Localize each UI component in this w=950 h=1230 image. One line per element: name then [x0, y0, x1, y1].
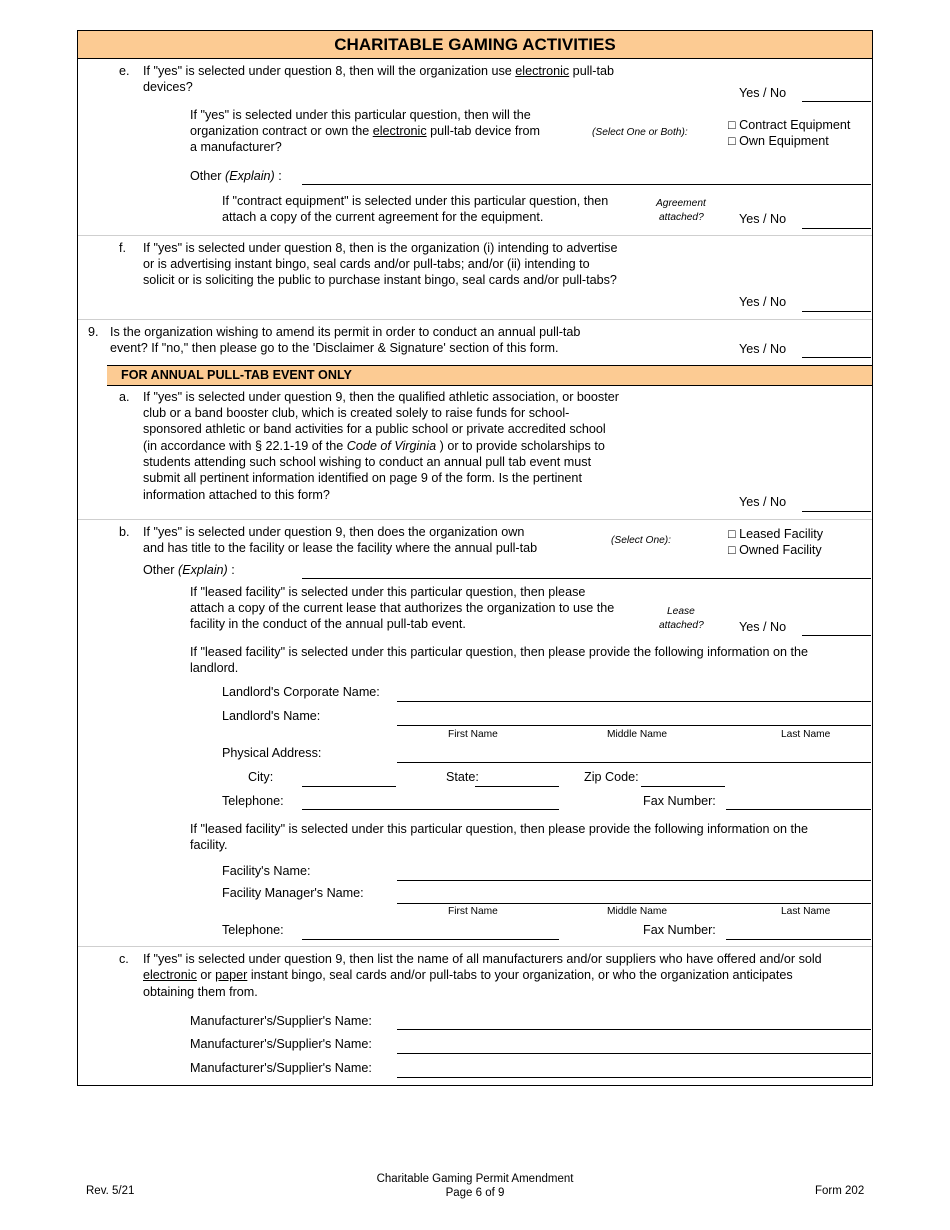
facility-name-label: Facility's Name: [222, 864, 311, 878]
supplier-label-3: Manufacturer's/Supplier's Name: [190, 1061, 372, 1075]
item-e-line2: devices? [143, 80, 193, 94]
item-e-sub-line1: If "yes" is selected under this particular question, then will the [190, 108, 531, 122]
landlord-name-label: Landlord's Name: [222, 709, 321, 723]
zip-field[interactable] [641, 786, 725, 787]
item-e-sub-line2: organization contract or own the electronic pull-tab device from [190, 124, 541, 138]
owned-facility-checkbox[interactable]: □ Owned Facility [728, 543, 822, 557]
supplier-field-2[interactable] [397, 1053, 871, 1054]
state-label: State: [446, 770, 479, 784]
annual-event-header: FOR ANNUAL PULL-TAB EVENT ONLY [107, 365, 872, 386]
item-a-line5: students attending such school wishing to conduct an annual pull tab event must [143, 455, 592, 469]
item-f-answer-line[interactable] [802, 311, 871, 312]
facility-fax-field[interactable] [726, 939, 871, 940]
lease-line1: If "leased facility" is selected under this particular question, then please [190, 585, 586, 599]
q9-line1: Is the organization wishing to amend its permit in order to conduct an annual pull-tab [110, 325, 581, 339]
lease-line2: attach a copy of the current lease that authorizes the organization to use the [190, 601, 615, 615]
landlord-last-name: Last Name [781, 729, 831, 740]
contract-equipment-checkbox[interactable]: □ Contract Equipment [728, 118, 851, 132]
supplier-label-2: Manufacturer's/Supplier's Name: [190, 1037, 372, 1051]
landlord-fax-label: Fax Number: [643, 794, 716, 808]
item-a-line6: submit all pertinent information identified on page 9 of the form. Is the pertinent [143, 471, 582, 485]
landlord-intro-1: If "leased facility" is selected under this particular question, then please provide the following information on the [190, 645, 808, 659]
q9-yes-no: Yes / No [739, 342, 787, 356]
separator [78, 519, 872, 520]
item-f-letter: f. [119, 241, 126, 255]
item-e-sub-line3: a manufacturer? [190, 140, 282, 154]
manager-first-name: First Name [448, 906, 498, 917]
zip-label: Zip Code: [584, 770, 639, 784]
item-c-letter: c. [119, 952, 129, 966]
lease-yes-no: Yes / No [739, 620, 787, 634]
item-a-line7: information attached to this form? [143, 488, 330, 502]
manager-middle-name: Middle Name [607, 906, 668, 917]
separator [78, 319, 872, 320]
contract-line1: If "contract equipment" is selected under this particular question, then [222, 194, 609, 208]
landlord-telephone-label: Telephone: [222, 794, 284, 808]
facility-name-field[interactable] [397, 880, 871, 881]
landlord-fax-field[interactable] [726, 809, 871, 810]
state-field[interactable] [475, 786, 559, 787]
item-f-line2: or is advertising instant bingo, seal cards and/or pull-tabs; and/or (ii) intending to [143, 257, 590, 271]
item-b-select-hint: (Select One): [611, 535, 672, 546]
lease-hint-2: attached? [659, 620, 704, 631]
item-f-line1: If "yes" is selected under question 8, then is the organization (i) intending to advertise [143, 241, 618, 255]
separator [78, 946, 872, 947]
item-f-yes-no: Yes / No [739, 295, 787, 309]
item-c-line2: electronic or paper instant bingo, seal cards and/or pull-tabs to your organization, or who the organization anticipates [143, 968, 793, 982]
item-c-line3: obtaining them from. [143, 985, 258, 999]
supplier-field-3[interactable] [397, 1077, 871, 1078]
item-a-line3: sponsored athletic or band activities for a public school or private accredited school [143, 422, 606, 436]
leased-facility-checkbox[interactable]: □ Leased Facility [728, 527, 824, 541]
agreement-answer-line[interactable] [802, 228, 871, 229]
lease-answer-line[interactable] [802, 635, 871, 636]
facility-intro-2: facility. [190, 838, 228, 852]
city-label: City: [248, 770, 274, 784]
item-e-answer-line[interactable] [802, 101, 871, 102]
item-b-letter: b. [119, 525, 130, 539]
landlord-corp-label: Landlord's Corporate Name: [222, 685, 380, 699]
item-a-line4: (in accordance with § 22.1-19 of the Code of Virginia ) or to provide scholarships to [143, 439, 605, 453]
own-equipment-checkbox[interactable]: □ Own Equipment [728, 134, 829, 148]
contract-line2: attach a copy of the current agreement for the equipment. [222, 210, 544, 224]
item-a-line2: club or a band booster club, which is created solely to raise funds for school- [143, 406, 570, 420]
item-b-line2: and has title to the facility or lease the facility where the annual pull-tab [143, 541, 538, 555]
landlord-first-name: First Name [448, 729, 498, 740]
landlord-corp-field[interactable] [397, 701, 871, 702]
landlord-middle-name: Middle Name [607, 729, 668, 740]
footer-form: Form 202 [815, 1185, 865, 1197]
item-c-line1: If "yes" is selected under question 9, then list the name of all manufacturers and/or suppliers who have offered and/or sold [143, 952, 822, 966]
footer-rev: Rev. 5/21 [86, 1185, 135, 1197]
item-a-letter: a. [119, 390, 130, 404]
physical-address-field[interactable] [397, 762, 871, 763]
landlord-name-field[interactable] [397, 725, 871, 726]
separator [78, 235, 872, 236]
physical-address-label: Physical Address: [222, 746, 322, 760]
item-a-answer-line[interactable] [802, 511, 871, 512]
item-e-yes-no: Yes / No [739, 86, 787, 100]
q9-number: 9. [88, 325, 99, 339]
item-f-line3: solicit or is soliciting the public to purchase instant bingo, seal cards and/or pull-tabs? [143, 273, 617, 287]
q9-line2: event? If "no," then please go to the 'Disclaimer & Signature' section of this form. [110, 341, 559, 355]
landlord-telephone-field[interactable] [302, 809, 559, 810]
item-e-select-hint: (Select One or Both): [592, 127, 688, 138]
lease-hint-1: Lease [667, 606, 695, 617]
facility-intro-1: If "leased facility" is selected under this particular question, then please provide the following information on the [190, 822, 808, 836]
footer-title: Charitable Gaming Permit Amendment [376, 1173, 574, 1185]
facility-manager-label: Facility Manager's Name: [222, 886, 364, 900]
agreement-yes-no: Yes / No [739, 212, 787, 226]
facility-fax-label: Fax Number: [643, 923, 716, 937]
lease-line3: facility in the conduct of the annual pull-tab event. [190, 617, 466, 631]
item-b-other-label: Other (Explain) : [143, 563, 235, 577]
item-e-other-field[interactable] [302, 184, 871, 185]
city-field[interactable] [302, 786, 396, 787]
supplier-field-1[interactable] [397, 1029, 871, 1030]
item-a-yes-no: Yes / No [739, 495, 787, 509]
facility-telephone-field[interactable] [302, 939, 559, 940]
manager-last-name: Last Name [781, 906, 831, 917]
item-e-letter: e. [119, 64, 130, 78]
item-e-other-label: Other (Explain) : [190, 169, 282, 183]
facility-telephone-label: Telephone: [222, 923, 284, 937]
agreement-hint-2: attached? [659, 212, 704, 223]
agreement-hint-1: Agreement [656, 198, 706, 209]
section-title: CHARITABLE GAMING ACTIVITIES [78, 31, 872, 59]
item-e-line1: If "yes" is selected under question 8, then will the organization use electronic pull-tab [143, 64, 614, 78]
supplier-label-1: Manufacturer's/Supplier's Name: [190, 1014, 372, 1028]
item-b-line1: If "yes" is selected under question 9, then does the organization own [143, 525, 525, 539]
footer-page: Page 6 of 9 [445, 1187, 505, 1199]
item-b-other-field[interactable] [302, 578, 871, 579]
landlord-intro-2: landlord. [190, 661, 239, 675]
q9-answer-line[interactable] [802, 357, 871, 358]
item-a-line1: If "yes" is selected under question 9, then the qualified athletic association, or booster [143, 390, 619, 404]
